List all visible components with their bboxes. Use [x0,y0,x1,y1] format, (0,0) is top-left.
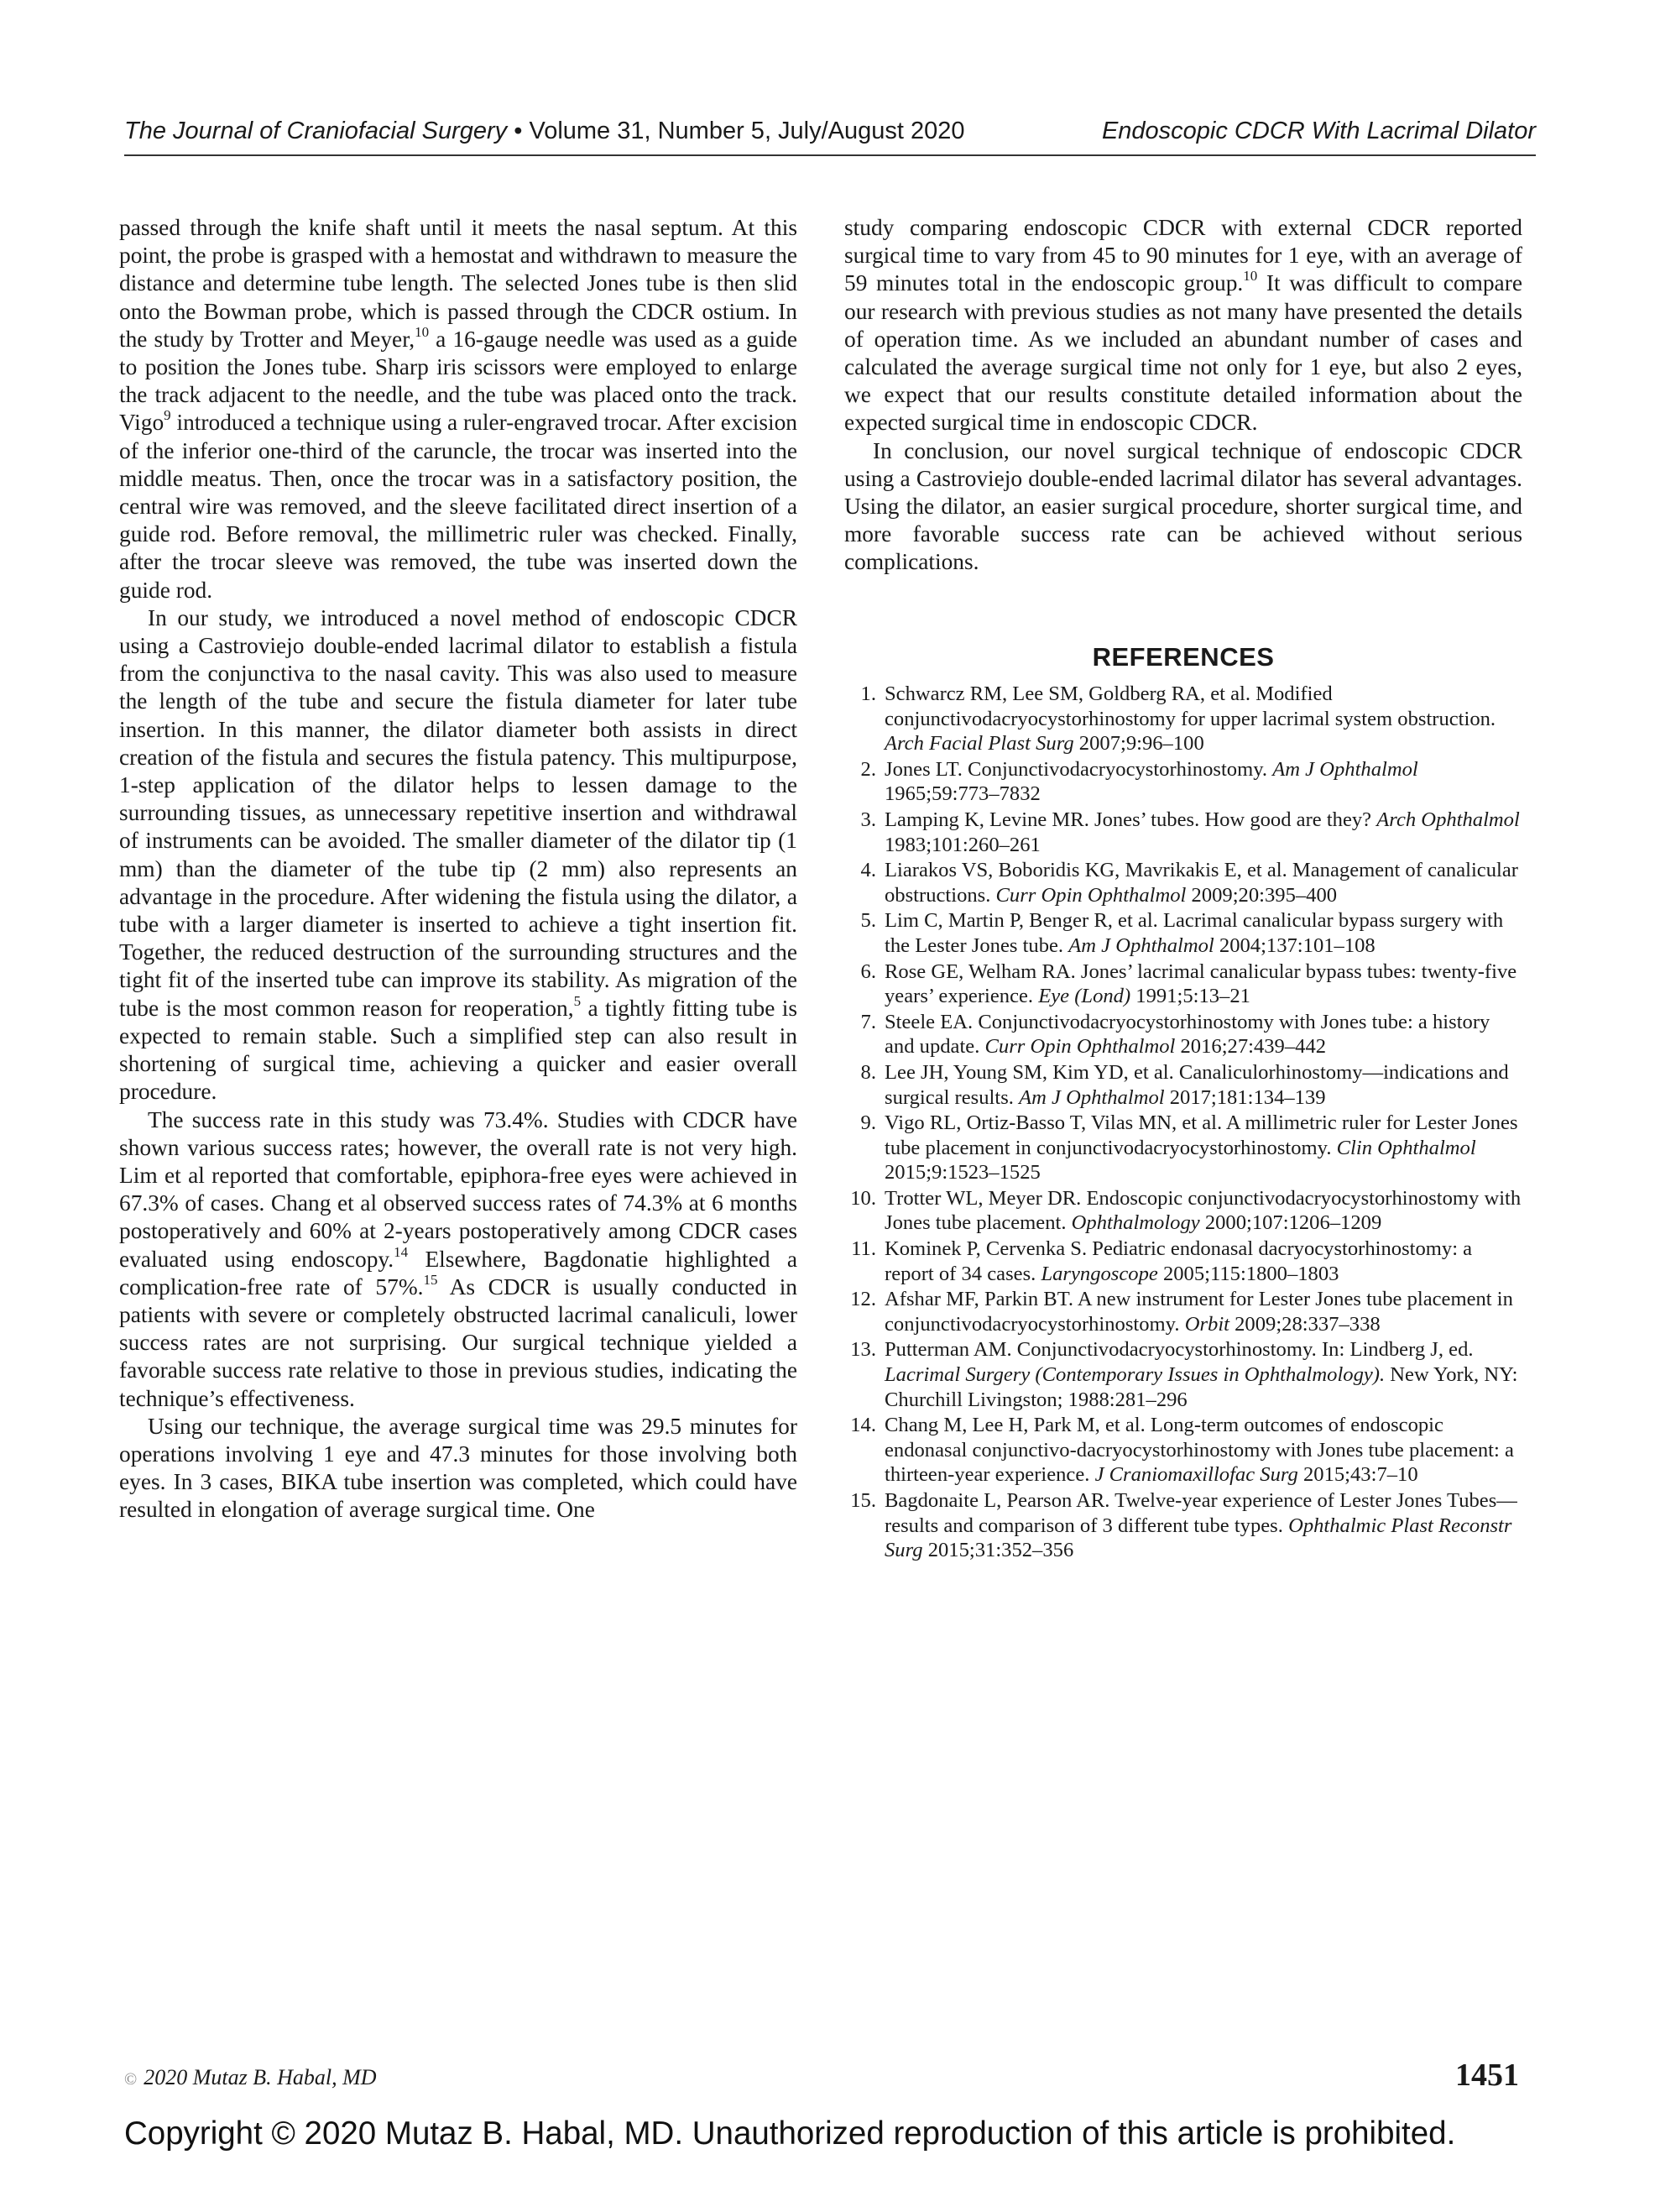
reference-journal: Curr Opin Ophthalmol [995,883,1187,907]
reference-journal: Orbit [1184,1312,1229,1336]
reference-item [844,1237,1522,1286]
citation-ref: 10 [415,323,430,340]
reference-journal: Am J Ophthalmol [1019,1085,1165,1109]
references-heading: REFERENCES [1092,642,1275,672]
reference-text: Lim C, Martin P, Benger R, et al. Lacrimal canalicular bypass surgery with the Lester Jones tube. [885,909,1504,957]
reference-number: 14. [850,1414,876,1437]
reference-journal: Arch Facial Plast Surg [885,732,1074,756]
reference-text: Jones LT. Conjunctivodacryocystorhinostomy. [885,757,1273,781]
reference-item [844,960,1522,1009]
reference-text: Steele EA. Conjunctivodacryocystorhinostomy with Jones tube: a history and update. [885,1010,1490,1059]
copyright-text: 2020 Mutaz B. Habal, MD [144,2065,377,2089]
reference-number: 1. [860,682,876,705]
paragraph [119,1106,797,1413]
reference-item [844,1111,1522,1185]
text-run: In our study, we introduced a novel method of endoscopic CDCR using a Castroviejo double-ended lacrimal dilator to establish a fistula from the conjunctiva to the nasal cavity. This was also used to measure the length of the tube and secure the fistula diameter for later tube insertion. In this manner, the dilator diameter both assists in direct creation of the fistula and secures the fistula patency. This multipurpose, 1-step application of the dilator helps to lessen damage to the surrounding tissues, as unnecessary repetitive insertion and withdrawal of instruments can be avoided. The smaller diameter of the dilator tip (1 mm) than the diameter of the tube tip (2 mm) also represents an advantage in the procedure. After widening the fistula using the dilator, a tube with a larger diameter is inserted to achieve a tight insertion fit. Together, the reduced destruction of the surrounding structures and the tight fit of the inserted tube can improve its stability. As migration of the tube is the most common reason for reoperation, [119,604,797,1021]
text-run: The success rate in this study was 73.4%. Studies with CDCR have shown various success rates; however, the overall rate is not very high. Lim et al reported that comfortable, epiphora-free eyes were achieved in 67.3% of cases. Chang et al observed success rates of 74.3% at 6 months postoperatively and 60% at 2-years postoperatively among CDCR cases evaluated using endoscopy. [119,1106,797,1272]
citation-ref: 5 [573,992,582,1009]
reference-journal: Arch Ophthalmol [1376,808,1520,831]
reference-number: 10. [850,1186,876,1210]
paragraph [119,604,797,1106]
reference-citation: 2017;181:134–139 [1164,1085,1326,1109]
reference-journal: Laryngoscope [1041,1262,1158,1285]
copyright-banner: Copyright © 2020 Mutaz B. Habal, MD. Unauthorized reproduction of this article is prohibited. [124,2115,1456,2152]
page-number: 1451 [1455,2058,1519,2093]
reference-item [844,1186,1522,1236]
text-run: study comparing endoscopic CDCR with external CDCR reported surgical time to vary from 45 to 90 minutes for 1 eye, with an average of 59 minutes total in the endoscopic group. [844,215,1522,296]
reference-text: Lamping K, Levine MR. Jones’ tubes. How good are they? [885,808,1377,831]
paragraph [119,214,797,604]
paragraph [844,214,1522,437]
reference-item [844,757,1522,807]
citation-ref: 15 [423,1271,438,1288]
reference-journal: Ophthalmic Plast Reconstr Surg [885,1514,1512,1562]
reference-text: Vigo RL, Ortiz-Basso T, Vilas MN, et al. A millimetric ruler for Lester Jones tube placement in conjunctivodacryocystorhinostomy. [885,1111,1518,1159]
reference-number: 8. [860,1060,876,1084]
running-head-left [124,114,965,148]
text-run: It was difficult to compare our research with previous studies as not many have presented the details of operation time. As we included an abundant number of cases and calculated the average surgical time not only for 1 eye, but also 2 eyes, we expect that our results constitute detailed information about the expected surgical time in endoscopic CDCR. [844,270,1522,436]
reference-number: 7. [860,1010,876,1033]
references-list [844,682,1522,1564]
reference-number: 13. [850,1338,876,1362]
reference-citation: 2009;28:337–338 [1229,1312,1381,1336]
left-column [119,214,797,1524]
reference-number: 15. [850,1489,876,1512]
reference-number: 11. [851,1237,876,1261]
text-run: Elsewhere, Bagdonatie highlighted a complication-free rate of 57%. [119,1246,797,1299]
reference-journal: Clin Ophthalmol [1336,1136,1476,1159]
reference-text: Rose GE, Welham RA. Jones’ lacrimal canalicular bypass tubes: twenty-five years’ experience. [885,960,1517,1008]
reference-journal: J Craniomaxillofac Surg [1094,1463,1298,1487]
reference-citation: 2015;9:1523–1525 [885,1161,1041,1184]
text-run: introduced a technique using a ruler-engraved trocar. After excision of the inferior one-third of the caruncle, the trocar was inserted into the middle meatus. Then, once the trocar was in a satisfactory position, the central wire was removed, and the sleeve facilitated direct insertion of a guide rod. Before removal, the millimetric ruler was checked. Finally, after the trocar sleeve was removed, the tube was inserted down the guide rod. [119,410,797,603]
reference-journal: Eye (Lond) [1038,985,1131,1008]
reference-text: Chang M, Lee H, Park M, et al. Long-term outcomes of endoscopic endonasal conjunctivo-dacryocystorhinostomy with Jones tube placement: a thirteen-year experience. [885,1414,1514,1487]
reference-citation: 2007;9:96–100 [1073,732,1204,756]
reference-citation: 2015;31:352–356 [922,1539,1074,1562]
reference-number: 12. [850,1288,876,1311]
reference-item [844,1060,1522,1110]
reference-journal: Am J Ophthalmol [1068,933,1214,957]
citation-ref: 14 [394,1243,409,1260]
paragraph: In conclusion, our novel surgical technique of endoscopic CDCR using a Castroviejo double-ended lacrimal dilator has several advantages. Using the dilator, an easier surgical procedure, shorter surgical time, and more favorable success rate can be achieved without serious complications. [844,437,1522,575]
reference-citation: New York, NY: Churchill Livingston; 1988:281–296 [885,1363,1518,1411]
text-run: a 16-gauge needle was used as a guide to position the Jones tube. Sharp iris scissors were employed to enlarge the track adjacent to the needle, and the tube was placed onto the track. Vigo [119,326,797,436]
reference-citation: 1965;59:773–7832 [885,782,1041,806]
text-run: a tightly fitting tube is expected to remain stable. Such a simplified step can also result in shortening of surgical time, achieving a quicker and easier overall procedure. [119,995,797,1105]
reference-journal: Am J Ophthalmol [1272,757,1418,781]
right-column [844,214,1522,577]
reference-citation: 2015;43:7–10 [1297,1463,1418,1487]
reference-text: Putterman AM. Conjunctivodacryocystorhinostomy. In: Lindberg J, ed. [885,1338,1474,1362]
reference-item [844,1337,1522,1412]
reference-item [844,1488,1522,1563]
journal-name: The Journal of Craniofacial Surgery [124,118,508,144]
reference-item [844,858,1522,907]
footer-copyright [124,2065,377,2090]
reference-item [844,1287,1522,1336]
reference-text: Liarakos VS, Boboridis KG, Mavrikakis E, et al. Management of canalicular obstructions. [885,859,1518,907]
reference-item [844,682,1522,756]
reference-item [844,1413,1522,1488]
reference-text: Trotter WL, Meyer DR. Endoscopic conjunctivodacryocystorhinostomy with Jones tube placement. [885,1186,1522,1235]
running-title: Endoscopic CDCR With Lacrimal Dilator [1101,118,1536,144]
reference-number: 2. [860,757,876,781]
reference-journal: Lacrimal Surgery (Contemporary Issues in Ophthalmology). [885,1363,1386,1387]
reference-citation: 1983;101:260–261 [885,833,1041,856]
reference-citation: 2009;20:395–400 [1186,883,1338,907]
reference-number: 9. [860,1111,876,1135]
reference-item [844,908,1522,958]
reference-citation: 2004;137:101–108 [1214,933,1376,957]
reference-journal: Curr Opin Ophthalmol [984,1035,1176,1059]
reference-citation: 1991;5:13–21 [1130,985,1250,1008]
reference-journal: Ophthalmology [1071,1211,1200,1235]
reference-number: 5. [860,909,876,933]
reference-number: 6. [860,960,876,983]
reference-citation: 2000;107:1206–1209 [1199,1211,1382,1235]
reference-text: Afshar MF, Parkin BT. A new instrument for Lester Jones tube placement in conjunctivodacryocystorhinostomy. [885,1288,1513,1336]
volume-info: Volume 31, Number 5, July/August 2020 [529,118,965,144]
citation-ref: 10 [1243,268,1258,285]
running-head [124,114,1536,156]
copyright-symbol: © [124,2070,138,2089]
reference-item [844,1010,1522,1059]
reference-number: 3. [860,808,876,831]
citation-ref: 9 [164,407,171,424]
reference-number: 4. [860,859,876,882]
reference-text: Schwarcz RM, Lee SM, Goldberg RA, et al. Modified conjunctivodacryocystorhinostomy for upper lacrimal system obstruction. [885,682,1496,730]
reference-text: Kominek P, Cervenka S. Pediatric endonasal dacryocystorhinostomy: a report of 34 cases. [885,1237,1473,1285]
reference-citation: 2016;27:439–442 [1175,1035,1327,1059]
header-bullet: • [514,118,523,144]
text-run: passed through the knife shaft until it meets the nasal septum. At this point, the probe is grasped with a hemostat and withdrawn to measure the distance and determine tube length. The selected Jones tube is then slid onto the Bowman probe, which is passed through the CDCR ostium. In the study by Trotter and Meyer, [119,215,797,352]
text-run: As CDCR is usually conducted in patients with severe or completely obstructed lacrimal canaliculi, lower success rates are not surprising. Our surgical technique yielded a favorable success rate relative to those in previous studies, indicating the technique’s effectiveness. [119,1273,797,1411]
reference-text: Lee JH, Young SM, Kim YD, et al. Canaliculorhinostomy—indications and surgical results. [885,1060,1509,1109]
reference-item [844,808,1522,857]
paragraph: Using our technique, the average surgical time was 29.5 minutes for operations involving 1 eye and 47.3 minutes for those involving both eyes. In 3 cases, BIKA tube insertion was completed, which could have resulted in elongation of average surgical time. One [119,1413,797,1523]
reference-text: Bagdonaite L, Pearson AR. Twelve-year experience of Lester Jones Tubes—results and comparison of 3 different tube types. [885,1489,1517,1537]
reference-citation: 2005;115:1800–1803 [1157,1262,1339,1285]
